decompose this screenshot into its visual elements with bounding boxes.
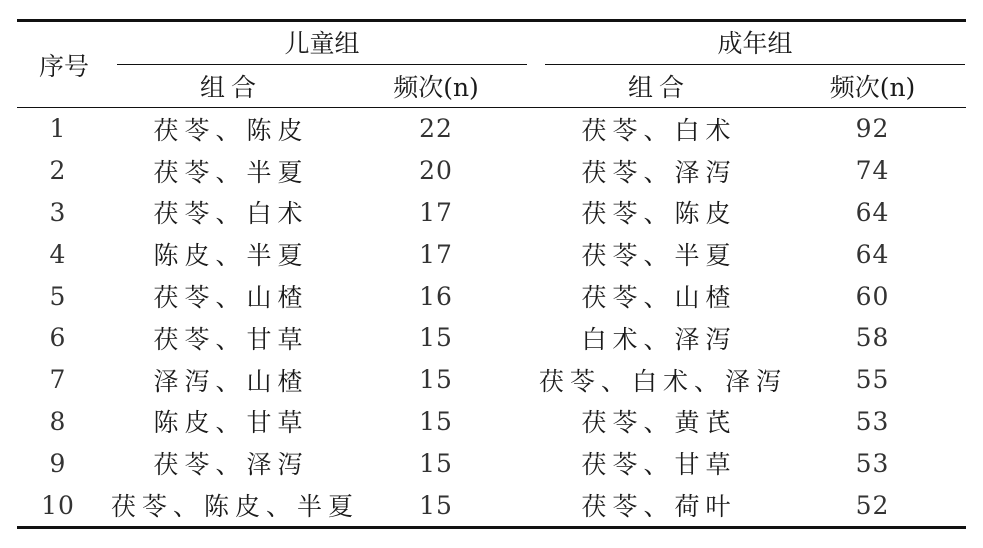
children-combination-cell: 茯苓、白术 [153, 199, 309, 229]
column-gap [521, 21, 539, 66]
children-combination-cell: 陈皮、半夏 [153, 241, 309, 271]
column-gap [521, 484, 539, 527]
children-group-label: 儿童组 [117, 23, 527, 65]
adult-group-header [539, 21, 966, 66]
column-gap [521, 317, 539, 359]
table-row [17, 359, 966, 401]
adult-frequency-cell: 60 [855, 281, 890, 311]
adult-combination-cell: 茯苓、黄芪 [581, 408, 737, 438]
children-combination-cell: 茯苓、陈皮 [153, 115, 309, 145]
children-frequency-cell: 15 [419, 365, 453, 395]
adult-frequency-header: 频次(n) [829, 73, 916, 102]
row-index: 2 [49, 156, 67, 186]
children-frequency-cell: 22 [419, 114, 453, 144]
table-body [17, 108, 966, 528]
column-gap [521, 108, 539, 150]
adult-group-label: 成年组 [545, 23, 965, 65]
children-frequency-cell: 15 [419, 448, 453, 478]
children-frequency-cell: 15 [419, 490, 453, 520]
adult-combination-cell: 茯苓、泽泻 [581, 157, 737, 187]
adult-combination-cell: 白术、泽泻 [581, 324, 737, 354]
children-frequency-cell: 15 [419, 323, 453, 353]
row-index: 5 [49, 281, 67, 311]
adult-frequency-cell: 58 [855, 323, 890, 353]
table-row [17, 401, 966, 443]
children-combination-cell: 茯苓、甘草 [153, 324, 309, 354]
children-frequency-cell: 16 [419, 281, 453, 311]
column-gap [521, 359, 539, 401]
children-combination-header: 组合 [199, 73, 262, 102]
column-gap [521, 233, 539, 275]
row-index: 10 [41, 490, 75, 520]
column-gap [521, 150, 539, 192]
row-index: 4 [49, 239, 67, 269]
row-index: 1 [49, 114, 67, 144]
adult-frequency-cell: 53 [855, 448, 890, 478]
column-gap [521, 442, 539, 484]
adult-combination-header: 组合 [627, 73, 690, 102]
column-gap [521, 65, 539, 108]
table-row [17, 233, 966, 275]
index-header: 序号 [38, 51, 89, 81]
row-index: 9 [49, 448, 67, 478]
children-combination-cell: 茯苓、半夏 [153, 157, 309, 187]
children-frequency-cell: 17 [419, 197, 453, 227]
children-frequency-header: 频次(n) [393, 73, 479, 102]
children-combination-cell: 茯苓、山楂 [153, 283, 309, 313]
adult-frequency-cell: 64 [855, 197, 890, 227]
table-row [17, 192, 966, 234]
table-row [17, 484, 966, 527]
row-index: 6 [49, 323, 67, 353]
children-frequency-cell: 20 [419, 156, 453, 186]
table-row [17, 108, 966, 150]
children-combination-cell: 泽泻、山楂 [153, 366, 309, 396]
herb-combination-frequency-table [17, 19, 966, 529]
adult-combination-cell: 茯苓、半夏 [581, 241, 737, 271]
adult-combination-cell: 茯苓、白术、泽泻 [539, 366, 788, 396]
children-combination-cell: 茯苓、泽泻 [153, 450, 309, 480]
table-header [17, 21, 966, 108]
table-row [17, 150, 966, 192]
children-frequency-cell: 15 [419, 406, 453, 436]
adult-combination-cell: 茯苓、甘草 [581, 450, 737, 480]
adult-combination-cell: 茯苓、山楂 [581, 283, 737, 313]
adult-combination-cell: 茯苓、陈皮 [581, 199, 737, 229]
adult-combination-cell: 茯苓、白术 [581, 115, 737, 145]
children-group-header [111, 21, 521, 66]
row-index: 3 [49, 197, 67, 227]
adult-frequency-cell: 64 [855, 239, 890, 269]
adult-frequency-cell: 74 [855, 156, 890, 186]
children-combination-cell: 茯苓、陈皮、半夏 [111, 492, 360, 522]
adult-frequency-cell: 55 [855, 365, 890, 395]
row-index: 8 [49, 406, 67, 436]
column-gap [521, 401, 539, 443]
adult-combination-cell: 茯苓、荷叶 [581, 492, 737, 522]
children-frequency-cell: 17 [419, 239, 453, 269]
row-index: 7 [49, 365, 67, 395]
adult-frequency-cell: 52 [855, 490, 890, 520]
children-combination-cell: 陈皮、甘草 [153, 408, 309, 438]
column-gap [521, 192, 539, 234]
table-row [17, 275, 966, 317]
table-row [17, 317, 966, 359]
adult-frequency-cell: 92 [855, 114, 890, 144]
column-gap [521, 275, 539, 317]
table-row [17, 442, 966, 484]
adult-frequency-cell: 53 [855, 406, 890, 436]
